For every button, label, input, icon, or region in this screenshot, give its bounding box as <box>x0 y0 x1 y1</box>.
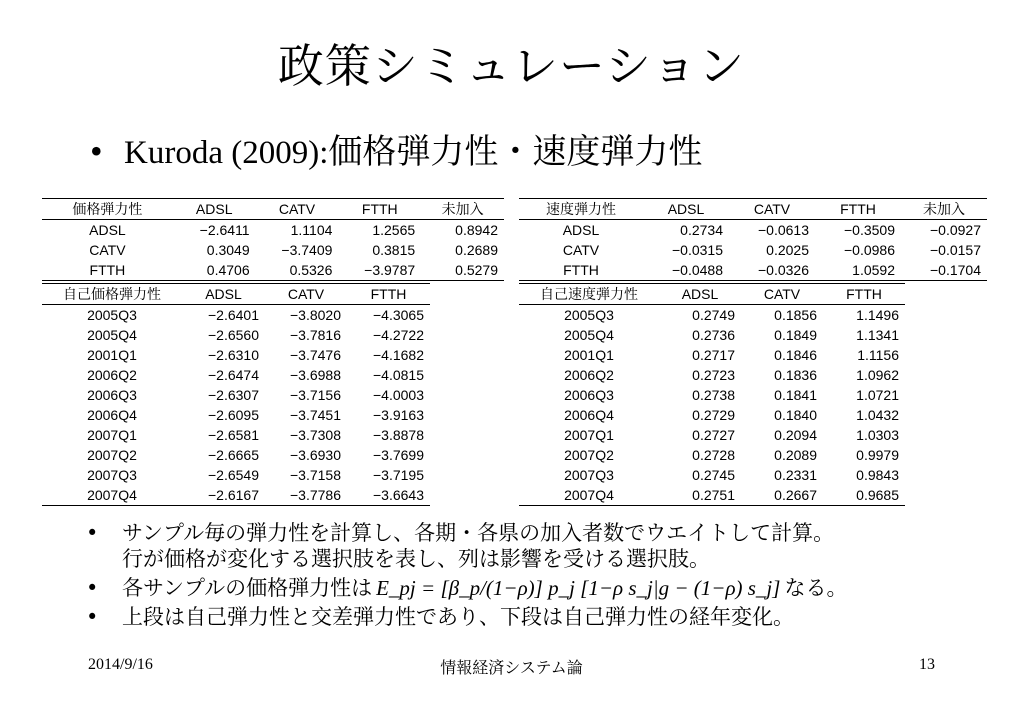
row-label: 2007Q1 <box>564 427 614 443</box>
table-cell: −0.0157 <box>930 242 981 258</box>
table-cell: 0.2331 <box>774 467 817 483</box>
table-cell: −3.7476 <box>290 347 341 363</box>
table-cell: 1.1341 <box>856 327 899 343</box>
table-cell: 0.9685 <box>823 485 905 506</box>
table-cell: 0.2738 <box>692 387 735 403</box>
table-cell: −2.6401 <box>208 307 259 323</box>
table-cell: −3.9163 <box>373 407 424 423</box>
note-3: 上段は自己弾力性と交差弾力性であり、下段は自己弾力性の経年変化。 <box>122 605 794 629</box>
table-cell: 0.1840 <box>774 407 817 423</box>
table-row <box>519 385 905 405</box>
table-cell: 0.2717 <box>692 347 735 363</box>
table-cell: 0.1841 <box>774 387 817 403</box>
table-corner-header: 価格弾力性 <box>42 199 173 220</box>
table-corner-header: 速度弾力性 <box>519 199 643 220</box>
row-label: 2001Q1 <box>564 347 614 363</box>
note-1-line-2: 行が価格が変化する選択肢を表し、列は影響を受ける選択肢。 <box>122 547 710 571</box>
table-cell: −3.6643 <box>347 485 430 506</box>
subtitle-source: Kuroda (2009) <box>124 135 320 171</box>
row-label: ADSL <box>562 222 600 238</box>
row-label: CATV <box>89 242 126 258</box>
table-cell: −2.6474 <box>208 367 259 383</box>
table-cell: −3.7195 <box>373 467 424 483</box>
row-label: 2006Q3 <box>564 387 614 403</box>
table-cell: −3.7158 <box>290 467 341 483</box>
table-cell: −3.7786 <box>265 485 347 506</box>
table-corner-header: 自己価格弾力性 <box>42 284 182 305</box>
table-header-row <box>42 284 430 305</box>
table-cell: 0.2736 <box>692 327 735 343</box>
table-cell: −0.1704 <box>901 260 987 281</box>
note-item <box>86 520 847 572</box>
note-bullet: • <box>86 605 99 629</box>
column-header: ADSL <box>182 284 265 305</box>
table-cell: −0.0927 <box>930 222 981 238</box>
row-label: 2005Q4 <box>564 327 614 343</box>
column-header: FTTH <box>338 199 421 220</box>
table-cell: −0.3509 <box>844 222 895 238</box>
column-header: CATV <box>741 284 823 305</box>
table-cell: 0.2689 <box>455 242 498 258</box>
column-header: FTTH <box>823 284 905 305</box>
table-cell: 0.2745 <box>692 467 735 483</box>
table-cell: 0.2025 <box>766 242 809 258</box>
own-price-elasticity-table <box>42 283 430 506</box>
table-row <box>519 325 905 345</box>
table-cell: −2.6549 <box>208 467 259 483</box>
table-cell: 0.4706 <box>173 260 256 281</box>
slide-subtitle <box>90 128 702 176</box>
note-2-prefix: 各サンプルの価格弾力性は <box>122 576 373 600</box>
slide-title: 政策シミュレーション <box>277 39 746 93</box>
table-cell: 1.0962 <box>856 367 899 383</box>
table-row <box>519 485 905 506</box>
table-cell: −2.6581 <box>208 427 259 443</box>
column-header: ADSL <box>173 199 256 220</box>
table-cell: −3.6930 <box>290 447 341 463</box>
table-cell: −0.0986 <box>844 242 895 258</box>
note-item <box>86 575 847 601</box>
table-cell: 0.2727 <box>692 427 735 443</box>
table-cell: 0.8942 <box>455 222 498 238</box>
table-cell: −2.6167 <box>182 485 265 506</box>
table-cell: −2.6560 <box>208 327 259 343</box>
table-cell: 0.2089 <box>774 447 817 463</box>
table-corner-header: 自己速度弾力性 <box>519 284 659 305</box>
column-header: 未加入 <box>421 199 504 220</box>
table-row <box>42 240 504 260</box>
table-cell: 0.1856 <box>774 307 817 323</box>
row-label: 2007Q2 <box>87 447 137 463</box>
price-elasticity-table <box>42 198 504 281</box>
table-cell: 0.2094 <box>774 427 817 443</box>
table-cell: 0.9979 <box>856 447 899 463</box>
table-row <box>42 485 430 506</box>
row-label: 2007Q4 <box>519 485 659 506</box>
table-cell: 0.3049 <box>206 242 250 258</box>
table-row <box>42 365 430 385</box>
table-cell: 0.2723 <box>692 367 735 383</box>
table-row <box>42 220 504 241</box>
column-header: ADSL <box>659 284 741 305</box>
table-row <box>42 325 430 345</box>
table-cell: 0.1836 <box>774 367 817 383</box>
table-cell: −3.9787 <box>338 260 421 281</box>
row-label: FTTH <box>42 260 173 281</box>
row-label: 2006Q2 <box>87 367 137 383</box>
notes-list <box>86 520 847 633</box>
note-item <box>86 604 847 630</box>
table-header-row <box>519 284 905 305</box>
table-row <box>519 365 905 385</box>
table-cell: 1.0432 <box>856 407 899 423</box>
table-row <box>42 305 430 326</box>
table-header-row <box>519 199 987 220</box>
own-speed-elasticity-table <box>519 283 905 506</box>
table-cell: 1.1104 <box>290 222 333 238</box>
table-cell: −4.2722 <box>373 327 424 343</box>
table-cell: −3.7451 <box>290 407 341 423</box>
row-label: 2001Q1 <box>87 347 137 363</box>
speed-elasticity-table <box>519 198 987 281</box>
column-header: ADSL <box>643 199 729 220</box>
table-cell: 1.1496 <box>856 307 899 323</box>
table-cell: −0.0488 <box>643 260 729 281</box>
table-cell: 0.2728 <box>692 447 735 463</box>
table-cell: −3.7409 <box>281 242 333 258</box>
table-cell: 1.0592 <box>815 260 901 281</box>
table-cell: −2.6307 <box>208 387 259 403</box>
row-label: 2007Q3 <box>564 467 614 483</box>
table-row <box>519 445 905 465</box>
elasticity-formula: E_pj = [β_p/(1−ρ)] p_j [1−ρ s_j|g − (1−ρ) s_j] <box>376 576 781 600</box>
table-cell: 0.2729 <box>692 407 735 423</box>
row-label: 2006Q4 <box>564 407 614 423</box>
column-header: 未加入 <box>901 199 987 220</box>
table-cell: −0.0613 <box>758 222 809 238</box>
row-label: 2006Q2 <box>564 367 614 383</box>
row-label: 2006Q4 <box>87 407 137 423</box>
table-row <box>519 345 905 365</box>
row-label: 2007Q3 <box>87 467 137 483</box>
row-label: FTTH <box>519 260 643 281</box>
table-cell: −3.7699 <box>373 447 424 463</box>
row-label: 2006Q3 <box>87 387 137 403</box>
footer-page-number: 13 <box>919 656 935 673</box>
row-label: 2005Q4 <box>87 327 137 343</box>
table-row <box>519 405 905 425</box>
table-cell: 0.9843 <box>856 467 899 483</box>
row-label: CATV <box>562 242 600 258</box>
table-cell: −3.8878 <box>373 427 424 443</box>
table-cell: 1.2565 <box>372 222 416 238</box>
table-cell: 1.0721 <box>856 387 899 403</box>
table-cell: −0.0326 <box>729 260 815 281</box>
subtitle-bullet: • <box>90 131 103 171</box>
column-header: CATV <box>265 284 347 305</box>
table-cell: 0.2667 <box>741 485 823 506</box>
table-row <box>519 220 987 241</box>
row-label: 2005Q3 <box>564 307 614 323</box>
table-row <box>519 260 987 281</box>
table-cell: −4.0815 <box>373 367 424 383</box>
table-row <box>519 465 905 485</box>
note-bullet: • <box>86 521 99 545</box>
table-header-row <box>42 199 504 220</box>
table-cell: −4.1682 <box>373 347 424 363</box>
table-cell: 1.0303 <box>856 427 899 443</box>
table-cell: −2.6310 <box>208 347 259 363</box>
row-label: 2007Q2 <box>564 447 614 463</box>
column-header: FTTH <box>347 284 430 305</box>
table-cell: −3.6988 <box>290 367 341 383</box>
table-cell: 0.2751 <box>659 485 741 506</box>
table-cell: −3.8020 <box>290 307 341 323</box>
table-cell: −4.0003 <box>373 387 424 403</box>
subtitle-topic: 価格弾力性・速度弾力性 <box>328 132 703 172</box>
table-row <box>42 405 430 425</box>
note-2-suffix: なる。 <box>784 576 848 600</box>
table-row <box>519 240 987 260</box>
table-cell: −2.6665 <box>208 447 259 463</box>
table-cell: −3.7308 <box>290 427 341 443</box>
table-cell: −3.7816 <box>290 327 341 343</box>
note-1-line-1: サンプル毎の弾力性を計算し、各期・各県の加入者数でウエイトして計算。 <box>122 521 835 545</box>
table-cell: 0.2749 <box>692 307 735 323</box>
table-row <box>519 425 905 445</box>
table-row <box>42 425 430 445</box>
table-cell: −0.0315 <box>672 242 723 258</box>
note-bullet: • <box>86 576 99 600</box>
table-cell: 0.2734 <box>680 222 723 238</box>
footer-date: 2014/9/16 <box>88 656 153 673</box>
table-cell: −2.6095 <box>208 407 259 423</box>
row-label: ADSL <box>89 222 126 238</box>
column-header: FTTH <box>815 199 901 220</box>
row-label: 2007Q1 <box>87 427 137 443</box>
footer-course: 情報経済システム論 <box>440 658 583 677</box>
row-label: 2007Q4 <box>42 485 182 506</box>
table-cell: 0.3815 <box>372 242 416 258</box>
table-row <box>42 465 430 485</box>
table-cell: 0.1849 <box>774 327 817 343</box>
table-cell: 0.5326 <box>256 260 339 281</box>
column-header: CATV <box>729 199 815 220</box>
table-cell: −3.7156 <box>290 387 341 403</box>
column-header: CATV <box>256 199 339 220</box>
table-row <box>519 305 905 326</box>
row-label: 2005Q3 <box>87 307 137 323</box>
table-cell: −2.6411 <box>199 222 250 238</box>
table-row <box>42 445 430 465</box>
table-cell: 0.5279 <box>421 260 504 281</box>
table-cell: −4.3065 <box>373 307 424 323</box>
subtitle-colon: : <box>319 135 329 171</box>
table-row <box>42 260 504 281</box>
table-row <box>42 345 430 365</box>
table-row <box>42 385 430 405</box>
table-cell: 1.1156 <box>857 347 899 363</box>
table-cell: 0.1846 <box>774 347 817 363</box>
